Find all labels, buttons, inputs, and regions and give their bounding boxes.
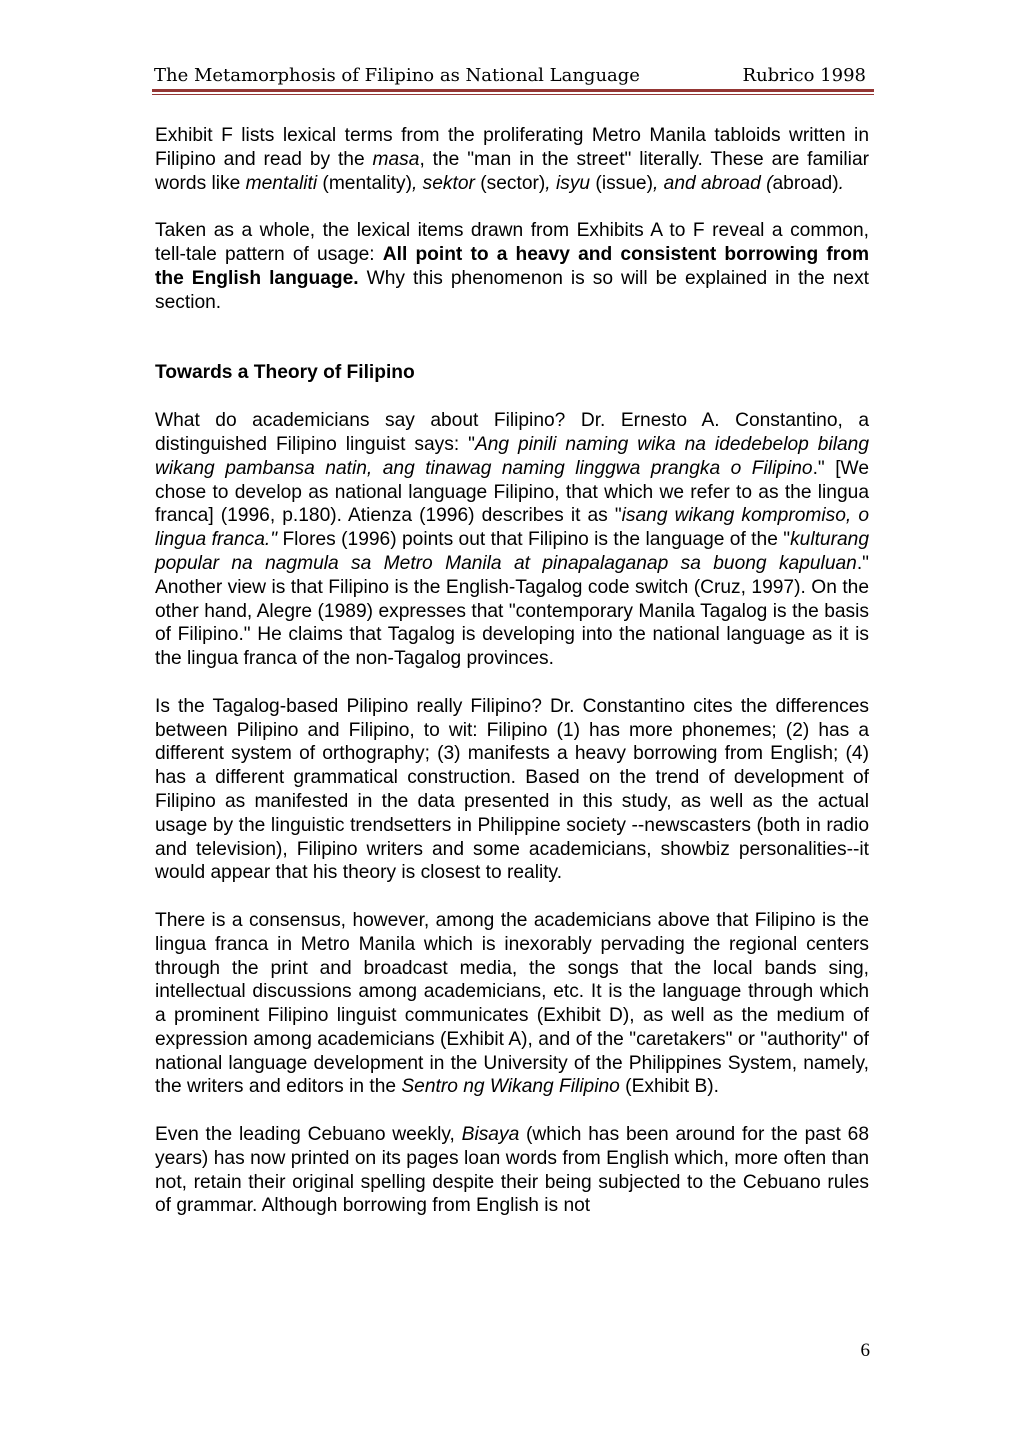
text-run: abroad) (772, 172, 839, 194)
text-run: What do academicians say about Filipino? Dr. Ernesto A. Constantino, a distinguished Filipino linguist says: " (155, 410, 869, 455)
paragraph-consensus (155, 909, 869, 1099)
text-run: Flores (1996) points out that Filipino is the language of the " (277, 529, 791, 551)
text-run: (issue) (590, 172, 653, 194)
italic-term: mentaliti (245, 172, 318, 194)
text-run: (mentality) (317, 172, 412, 194)
header-author: Rubrico 1998 (742, 65, 866, 86)
italic-term: Bisaya (461, 1124, 520, 1146)
bold-statement: All point to a heavy and consistent borrowing from the English language. (155, 243, 870, 289)
italic-term: masa (372, 148, 420, 170)
italic-term: Sentro ng Wikang Filipino (401, 1076, 620, 1098)
paragraph-academicians (155, 409, 869, 671)
italic-term: , and abroad ( (653, 172, 773, 194)
paragraph-exhibit-f (155, 124, 869, 195)
italic-quote: Ang pinili naming wika na idedebelop bilang wikang pambansa natin, ang tinawag naming linggwa prangka o Filipino (155, 433, 869, 479)
paragraph-cebuano (155, 1123, 869, 1218)
text-run: Taken as a whole, the lexical items drawn from Exhibits A to F reveal a common, tell-tale pattern of usage: (155, 220, 869, 265)
header-rule-thick (152, 89, 874, 92)
page-number: 6 (860, 1340, 870, 1361)
paragraph-pilipino: Is the Tagalog-based Pilipino really Filipino? Dr. Constantino cites the differences between Pilipino and Filipino, to wit: Filipino (1) has more phonemes; (2) has a different system of orthography; (3) manifests a heavy borrowing from English; (4) has a different grammatical construction. Based on the trend of development of Filipino as manifested in the data presented in this study, as well as the actual usage by the linguistic trendsetters in Philippine society --newscasters (both in radio and television), Filipino writers and some academicians, showbiz personalities--it would appear that his theory is closest to reality. (155, 695, 869, 884)
header-rule-thin (152, 94, 874, 95)
italic-term: sektor (422, 172, 475, 194)
header-title: The Metamorphosis of Filipino as National Language (154, 65, 640, 86)
text-run: , the "man in the street" literally. These are familiar words like (155, 148, 870, 194)
italic-quote: kulturang popular na nagmula sa Metro Manila at pinapalaganap sa buong kapuluan (155, 529, 869, 574)
text-run: (sector) (474, 172, 546, 194)
italic-term: , (545, 172, 556, 194)
paragraph-pattern (155, 219, 869, 314)
text-run: (which has been around for the past 68 years) has now printed on its pages loan words from English which, more often than not, retain their original spelling despite their being subjected to the Cebuano rules of grammar. Although borrowing from English is not (155, 1124, 869, 1217)
text-run: ." Another view is that Filipino is the English-Tagalog code switch (Cruz, 1997). On the other hand, Alegre (1989) expresses that "contemporary Manila Tagalog is the basis of Filipino." He claims that Tagalog is developing into the national language as it is the lingua franca of the non-Tagalog provinces. (155, 552, 869, 670)
text-run: Even the leading Cebuano weekly, (155, 1124, 462, 1146)
running-header (154, 62, 872, 90)
text-run: (Exhibit B). (619, 1076, 720, 1098)
text-run: Exhibit F lists lexical terms from the proliferating Metro Manila tabloids written in Filipino and read by the (155, 125, 869, 170)
text-run: ." [We chose to develop as national language Filipino, that which we refer to as the lingua franca] (1996, p.180). Atienza (1996) describes it as " (155, 457, 869, 527)
italic-quote: isang wikang kompromiso, o lingua franca." (155, 505, 869, 551)
text-run: There is a consensus, however, among the academicians above that Filipino is the lingua franca in Metro Manila which is inexorably pervading the regional centers through the print and broadcast media, the songs that the local bands sing, intellectual discussions among academicians, etc. It is the language through which a prominent Filipino linguist communicates (Exhibit D), as well as the medium of expression among academicians (Exhibit A), and of the "caretakers" or "authority" of national language development in the University of the Philippines System, namely, the writers and editors in the (155, 909, 869, 1098)
italic-term: , (411, 172, 423, 194)
page-body (155, 124, 869, 1242)
section-heading: Towards a Theory of Filipino (155, 362, 415, 384)
italic-term: isyu (555, 172, 591, 194)
italic-term: . (838, 172, 844, 194)
text-run: Why this phenomenon is so will be explained in the next section. (155, 267, 870, 313)
